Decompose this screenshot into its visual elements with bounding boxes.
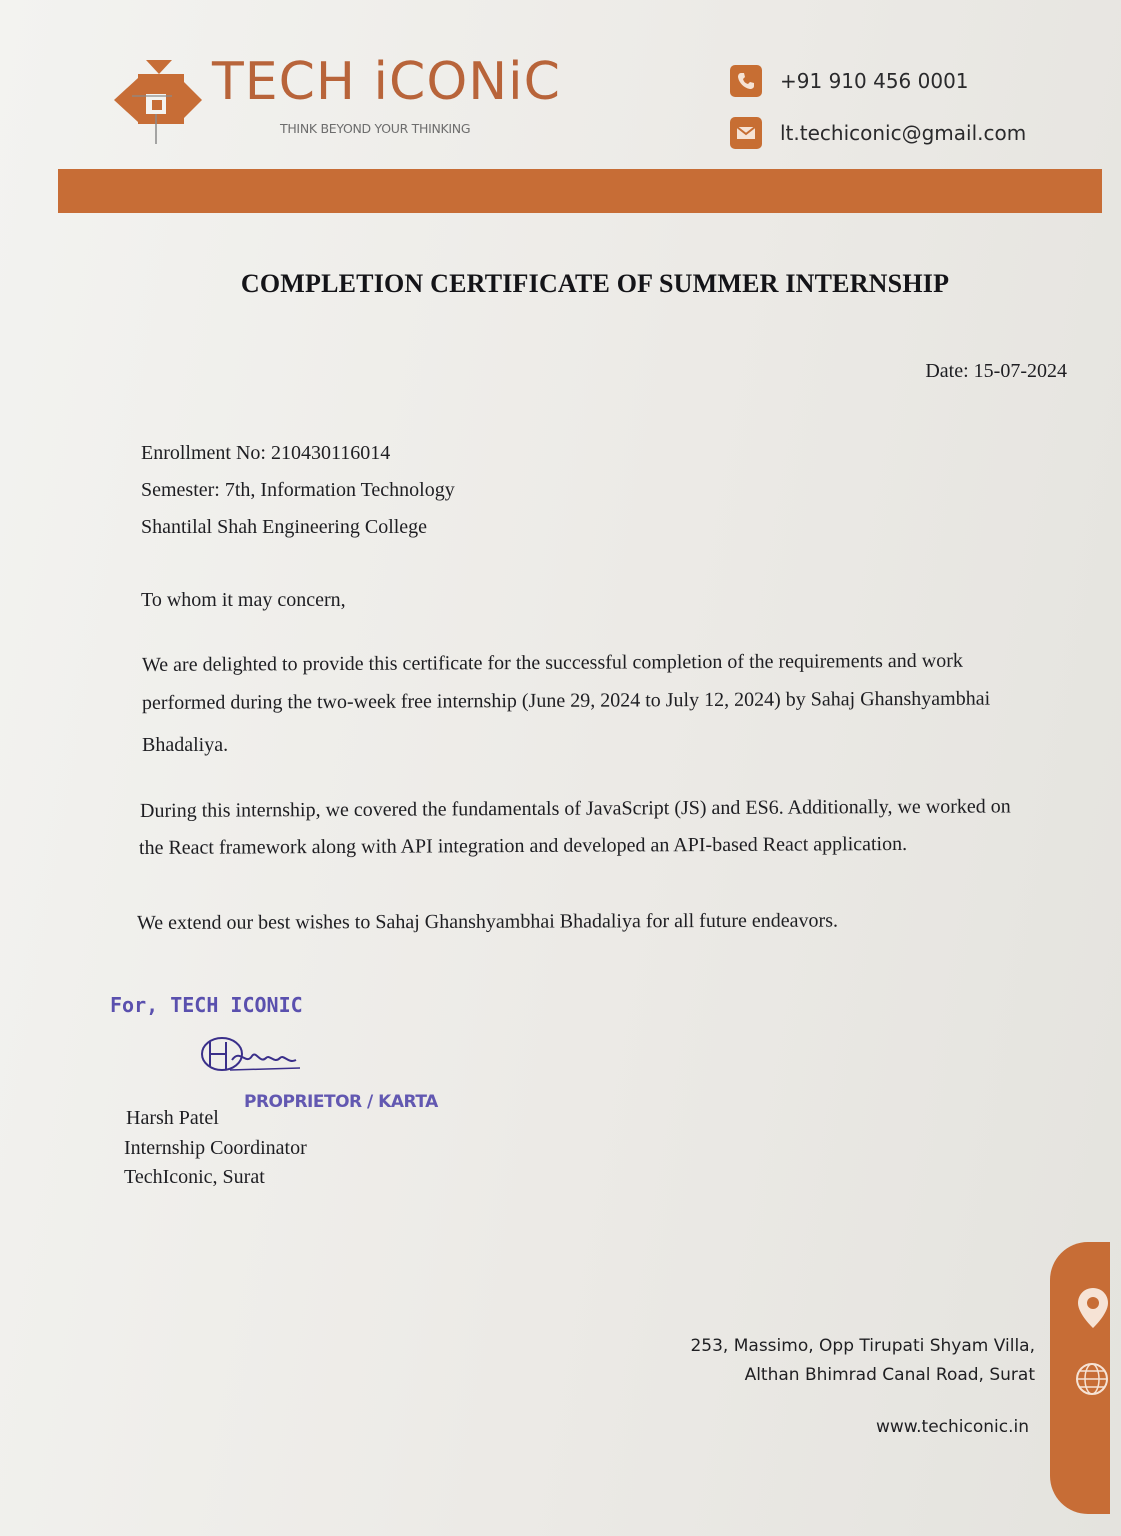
enrollment-number: Enrollment No: 210430116014 (141, 442, 391, 464)
paragraph-2-line-1: During this internship, we covered the fundamentals of JavaScript (JS) and ES6. Additionally, we worked on (139, 795, 1011, 822)
salutation: To whom it may concern, (141, 589, 346, 611)
certificate-date: Date: 15-07-2024 (925, 360, 1067, 382)
college-name: Shantilal Shah Engineering College (141, 516, 428, 538)
paragraph-1-line-2: performed during the two-week free internship (June 29, 2024 to July 12, 2024) by Sahaj Ghanshyambhai (141, 687, 991, 714)
signatory-role: Internship Coordinator (124, 1137, 307, 1159)
signatory-name: Harsh Patel (126, 1107, 219, 1129)
phone-icon (730, 65, 762, 97)
proprietor-stamp: PROPRIETOR / KARTA (244, 1092, 438, 1112)
paragraph-3: We extend our best wishes to Sahaj Ghanshyambhai Bhadaliya for all future endeavors. (136, 909, 839, 934)
mail-icon (730, 117, 762, 149)
brand-tagline: THINK BEYOND YOUR THINKING (280, 121, 471, 136)
signatory-organization: TechIconic, Surat (124, 1166, 265, 1188)
handwritten-signature (196, 1030, 316, 1080)
paragraph-1-line-3: Bhadaliya. (142, 734, 229, 756)
address-line-1: 253, Massimo, Opp Tirupati Shyam Villa, (690, 1336, 1035, 1356)
header-band (58, 169, 1102, 213)
email-address: lt.techiconic@gmail.com (780, 121, 1027, 145)
brand-name: TECH iCONiC (212, 52, 561, 112)
contact-email (730, 117, 1026, 149)
paragraph-2-line-2: the React framework along with API integration and developed an API-based React application. (138, 832, 908, 859)
globe-icon (1075, 1362, 1109, 1396)
address-line-2: Althan Bhimrad Canal Road, Surat (744, 1365, 1035, 1385)
brand-logo-icon (112, 56, 204, 146)
paragraph-1-line-1: We are delighted to provide this certificate for the successful completion of the requirements and work (141, 649, 963, 676)
semester-info: Semester: 7th, Information Technology (141, 479, 455, 501)
company-stamp: For, TECH ICONIC (110, 993, 303, 1017)
phone-number: +91 910 456 0001 (780, 69, 969, 93)
contact-phone (730, 65, 969, 97)
website-url: www.techiconic.in (875, 1417, 1029, 1437)
certificate-title: COMPLETION CERTIFICATE OF SUMMER INTERNSHIP (240, 269, 950, 298)
location-pin-icon (1076, 1286, 1110, 1330)
